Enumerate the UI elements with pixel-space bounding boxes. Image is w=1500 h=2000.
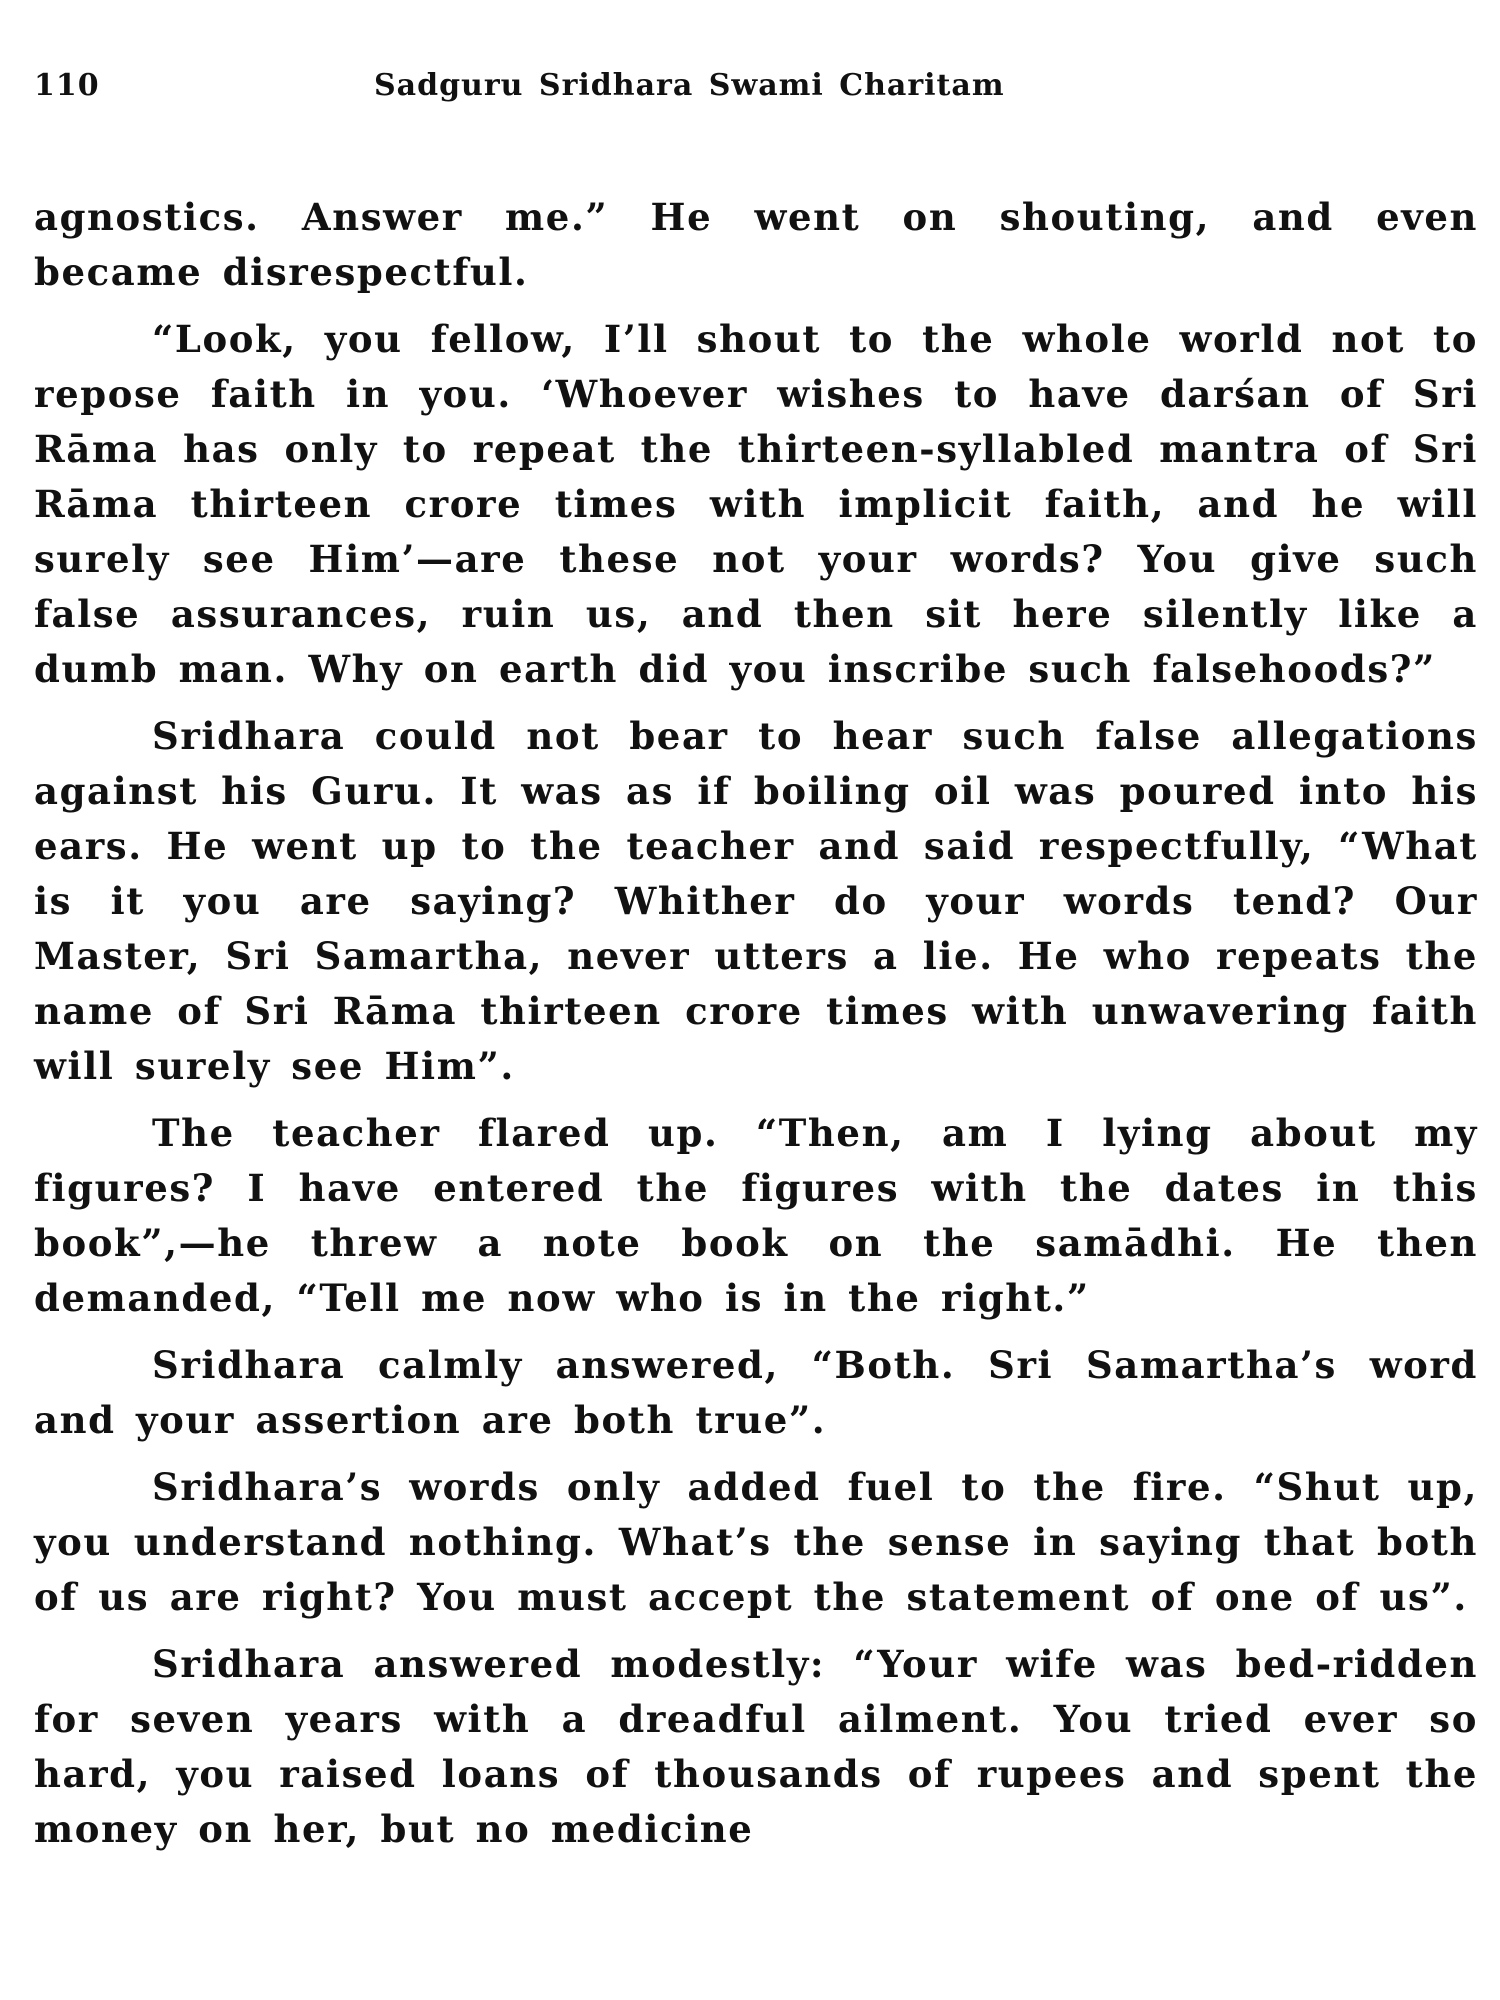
book-title: Sadguru Sridhara Swami Charitam — [374, 68, 1005, 103]
paragraph-fuel-to-fire: Sridhara’s words only added fuel to the fire. “Shut up, you understand nothing. What’s the sense in saying that both of us are right? You must accept the statement of one of us”. — [34, 1465, 1478, 1619]
paragraph-teacher-flares: The teacher flared up. “Then, am I lying about my figures? I have entered the figures with the dates in this book”,—he threw a note book on the samādhi. He then demanded, “Tell me now who is in the right.” — [34, 1111, 1478, 1320]
page-number: 110 — [34, 68, 100, 103]
body-text — [34, 190, 1478, 1857]
running-head — [34, 56, 1478, 116]
paragraph-sridhara-answers: Sridhara answered modestly: “Your wife was bed-ridden for seven years with a dreadful ailment. You tried ever so hard, you raised loans of thousands of rupees and spent the money on her, but no medicine — [34, 1642, 1478, 1851]
paragraph-continued: agnostics. Answer me.” He went on shouting, and even became disrespectful. — [34, 195, 1478, 294]
paragraph-sridhara-defense: Sridhara could not bear to hear such false allegations against his Guru. It was as if boiling oil was poured into his ears. He went up to the teacher and said respectfully, “What is it you are saying? Whither do your words tend? Our Master, Sri Samartha, never utters a lie. He who repeats the name of Sri Rāma thirteen crore times with unwavering faith will surely see Him”. — [34, 714, 1478, 1088]
book-page — [34, 56, 1478, 1869]
paragraph-sridhara-both: Sridhara calmly answered, “Both. Sri Samartha’s word and your assertion are both true”. — [34, 1343, 1478, 1442]
paragraph-teacher-accusation: “Look, you fellow, I’ll shout to the whole world not to repose faith in you. ‘Whoever wishes to have darśan of Sri Rāma has only to repeat the thirteen-syllabled mantra of Sri Rāma thirteen crore times with implicit faith, and he will surely see Him’—are these not your words? You give such false assurances, ruin us, and then sit here silently like a dumb man. Why on earth did you inscribe such falsehoods?” — [34, 317, 1478, 691]
